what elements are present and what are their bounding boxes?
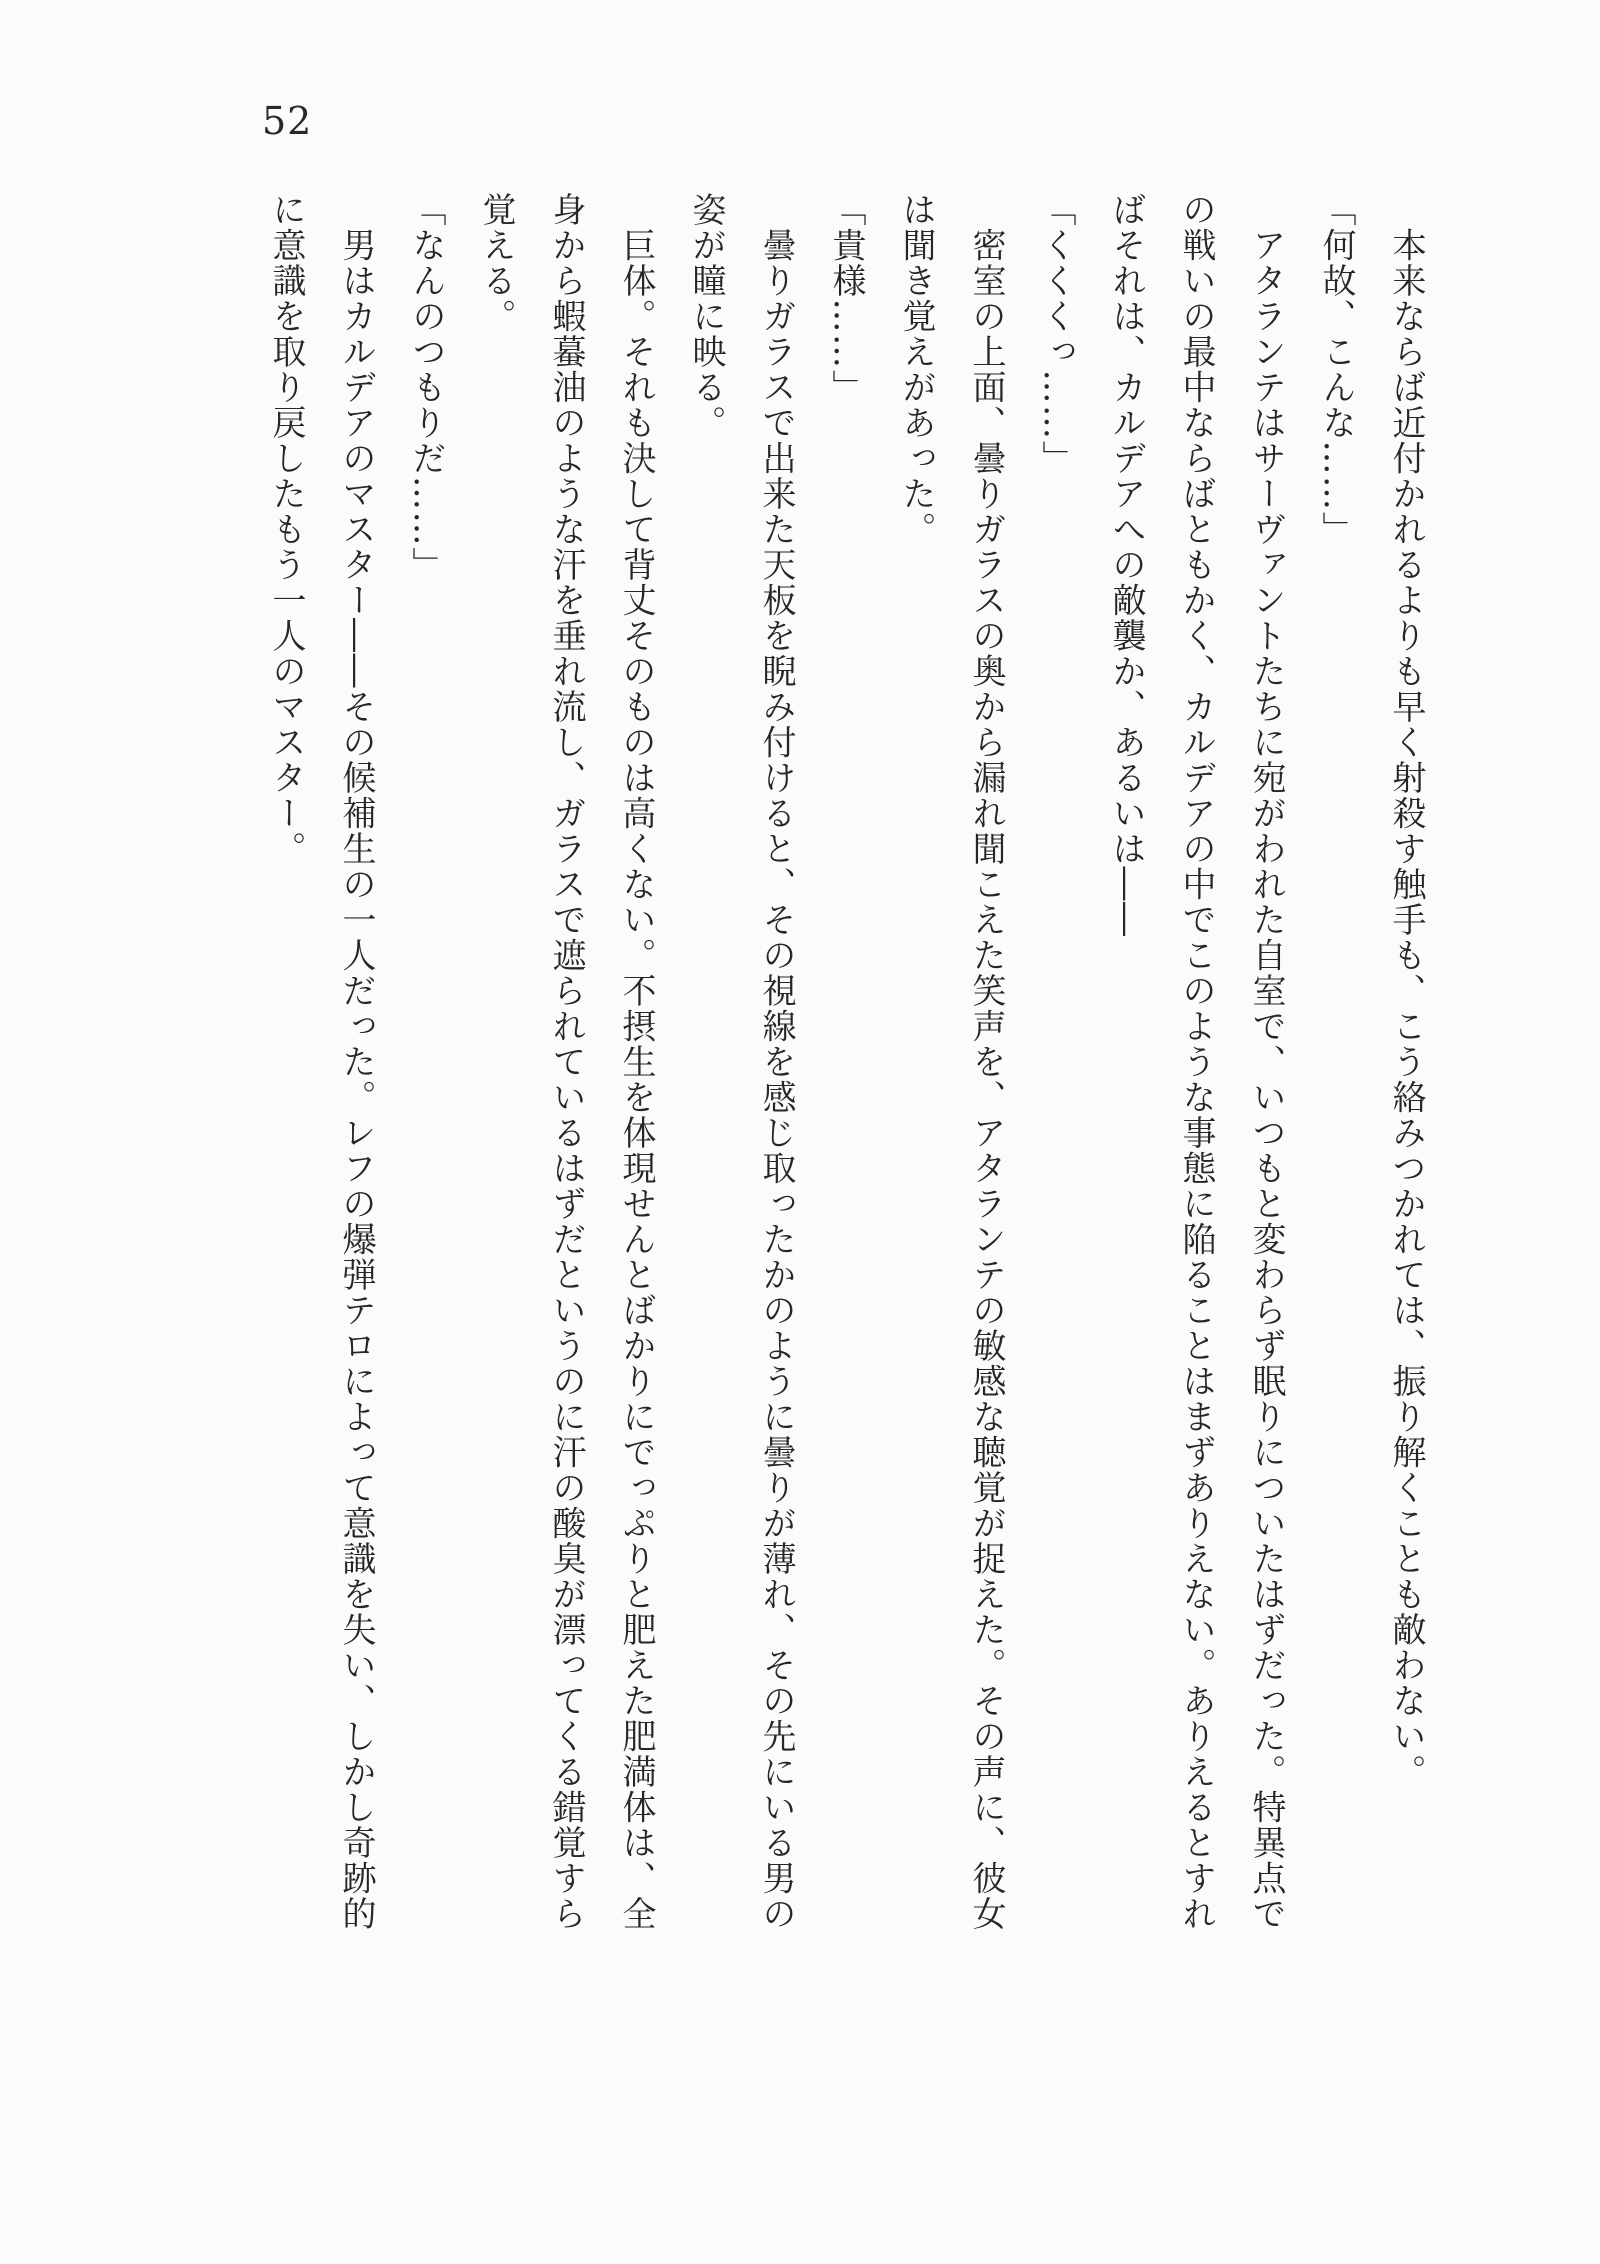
- text-column-11: 姿が瞳に映る。: [686, 192, 726, 441]
- text-column-14: 覚える。: [476, 192, 516, 334]
- text-column-03: アタランテはサーヴァントたちに宛がわれた自室で、いつもと変わらず眠りについたはずだった。特異点で: [1246, 192, 1286, 1932]
- page-number: 52: [262, 99, 313, 143]
- text-column-08: は聞き覚えがあった。: [896, 192, 936, 547]
- text-column-07: 密室の上面、曇りガラスの奥から漏れ聞こえた笑声を、アタランテの敏感な聴覚が捉えた。その声に、彼女: [966, 192, 1006, 1932]
- text-column-06: 「くくくっ……」: [1036, 192, 1076, 476]
- text-column-04: の戦いの最中ならばともかく、カルデアの中でこのような事態に陥ることはまずありえない。ありえるとすれ: [1176, 192, 1216, 1932]
- text-column-02: 「何故、こんな……」: [1316, 192, 1356, 547]
- text-column-01: 本来ならば近付かれるよりも早く射殺す触手も、こう絡みつかれては、振り解くことも敵わない。: [1386, 192, 1426, 1790]
- text-column-05: ばそれは、カルデアへの敵襲か、あるいは――: [1106, 192, 1146, 938]
- text-column-10: 曇りガラスで出来た天板を睨み付けると、その視線を感じ取ったかのように曇りが薄れ、その先にいる男の: [756, 192, 796, 1932]
- text-column-15: 「なんのつもりだ……」: [406, 192, 446, 583]
- text-column-12: 巨体。それも決して背丈そのものは高くない。不摂生を体現せんとばかりにでっぷりと肥えた肥満体は、全: [616, 192, 656, 1932]
- text-column-16: 男はカルデアのマスター――その候補生の一人だった。レフの爆弾テロによって意識を失い、しかし奇跡的: [336, 192, 376, 1932]
- text-column-17: に意識を取り戻したもう一人のマスター。: [266, 192, 306, 867]
- text-area: [251, 192, 1441, 2212]
- text-column-09: 「貴様……」: [826, 192, 866, 405]
- text-column-13: 身から蝦蟇油のような汗を垂れ流し、ガラスで遮られているはずだというのに汗の酸臭が漂ってくる錯覚すら: [546, 192, 586, 1932]
